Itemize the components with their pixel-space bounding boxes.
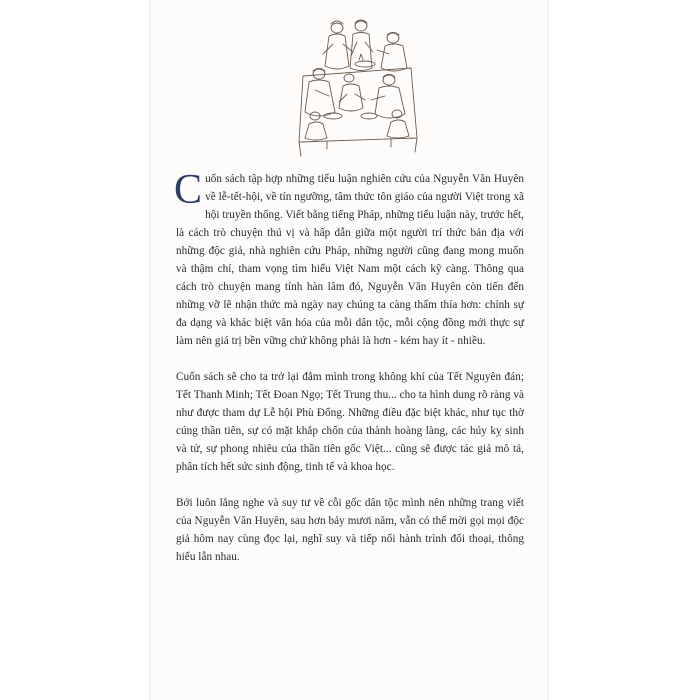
villagers-gathering-sketch-icon [293, 16, 421, 164]
blurb-paragraph-2 [176, 368, 524, 476]
blurb-paragraph-3 [176, 494, 524, 566]
blurb-paragraph-1 [174, 167, 524, 350]
paragraph-text: Cuốn sách sẽ cho ta trở lại đắm mình trong không khí của Tết Nguyên đán; Tết Thanh Minh; Tết Đoan Ngọ; Tết Trung thu... cho ta hình dung rõ ràng và như được tham dự Lễ hội Phù Đổng. Những điều đặc biệt khác, như tục thờ cúng thần tiên, sự có mặt khắp chốn của thành hoàng làng, các húy kỵ sinh và tử, sự phong nhiêu của thần tiên gốc Việt... cũng sẽ được tác giả mô tả, phân tích hết sức sinh động, tinh tế và khoa học. [176, 371, 524, 473]
book-back-cover [150, 0, 548, 700]
paragraph-text: uốn sách tập hợp những tiểu luận nghiên cứu của Nguyễn Văn Huyên về lễ-tết-hội, về tín ngưỡng, tâm thức tôn giáo của người Việt trong xã hội truyền thống. Viết bằng tiếng Pháp, những tiểu luận này, trước hết, là cách trò chuyện thú vị và hấp dẫn giữa một người trí thức bản địa với những độc giả, nhà nghiên cứu Pháp, những người cũng đang mong muốn và thậm chí, tham vọng tìm hiểu Việt Nam một cách kỹ càng. Thông qua cách trò chuyện mang tính hàn lâm đó, Nguyễn Văn Huyên còn tiến đến những vỡ lẽ nhận thức mà ngày nay chúng ta càng thấm thía hơn: chính sự đa dạng và khác biệt văn hóa của mỗi dân tộc, mỗi cộng đồng mới thực sự làm nên giá trị bền vững chứ không phải là hơn - kém hay ít - nhiều. [176, 173, 524, 347]
paragraph-text: Bởi luôn lắng nghe và suy tư về cỗi gốc dân tộc mình nên những trang viết của Nguyễn Văn Huyên, sau hơn bảy mươi năm, vẫn có thể mời gọi mọi độc giả hôm nay cùng đọc lại, nghĩ suy và tiếp nối hành trình đối thoại, thông hiểu lẫn nhau. [176, 497, 524, 563]
drop-cap: C [174, 167, 203, 213]
cover-blurb [174, 167, 524, 584]
